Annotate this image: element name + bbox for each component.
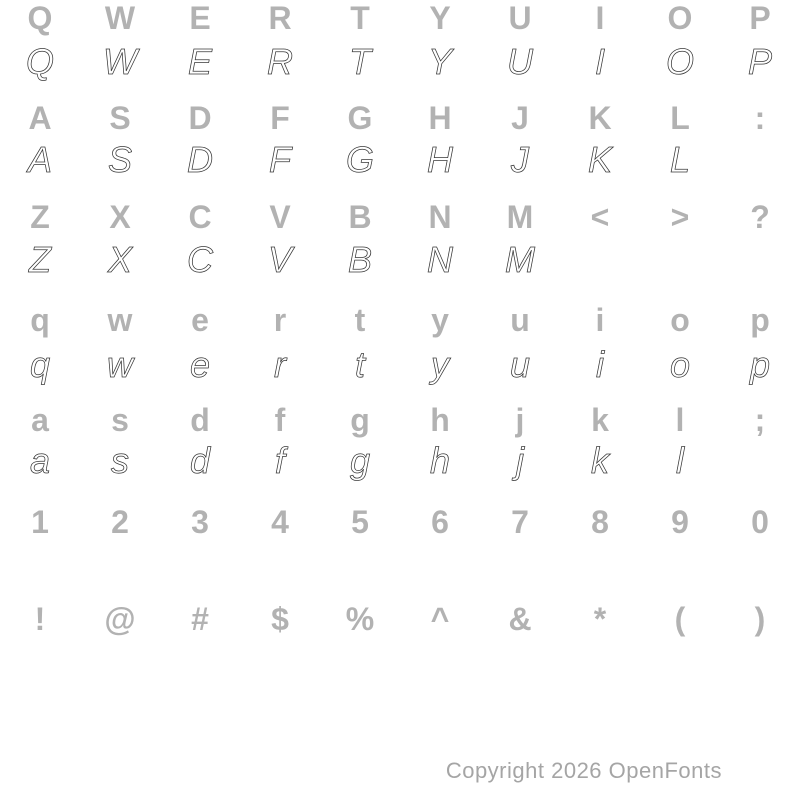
glyph-cell: R xyxy=(268,0,292,36)
glyph-cell: > xyxy=(670,199,690,235)
glyph-cell: O xyxy=(667,0,693,36)
glyph-cell: d xyxy=(189,440,211,481)
glyph-cell: N xyxy=(428,199,452,235)
glyph-cell: Z xyxy=(30,199,50,235)
glyph-cell: h xyxy=(429,440,451,481)
glyph-row-digits-reference xyxy=(0,502,800,542)
glyph-row-uppercase-asdf-specimen xyxy=(0,140,800,180)
glyph-cell: V xyxy=(269,199,291,235)
glyph-cell: Q xyxy=(25,41,54,82)
glyph-cell: I xyxy=(594,41,605,82)
glyph-cell: K xyxy=(588,100,612,136)
glyph-cell: S xyxy=(109,100,131,136)
glyph-cell: i xyxy=(595,302,605,338)
glyph-cell: H xyxy=(427,139,453,180)
glyph-cell: W xyxy=(104,0,136,36)
glyph-cell: p xyxy=(749,344,771,385)
glyph-cell: A xyxy=(27,139,52,180)
glyph-cell: % xyxy=(345,601,375,637)
glyph-cell: 8 xyxy=(591,504,609,540)
glyph-cell: g xyxy=(349,440,371,481)
glyph-cell: N xyxy=(427,239,453,280)
glyph-cell: * xyxy=(593,601,607,637)
glyph-cell: y xyxy=(431,302,449,338)
glyph-cell: P xyxy=(749,0,771,36)
glyph-cell: L xyxy=(669,139,691,180)
glyph-cell: ( xyxy=(674,601,686,637)
glyph-row-uppercase-qwerty-specimen xyxy=(0,42,800,82)
glyph-cell: J xyxy=(511,100,529,136)
glyph-cell: # xyxy=(191,601,209,637)
glyph-cell: 5 xyxy=(351,504,369,540)
glyph-cell: F xyxy=(270,100,290,136)
glyph-cell: g xyxy=(350,402,370,438)
glyph-cell: ) xyxy=(754,601,766,637)
glyph-cell xyxy=(720,140,800,180)
glyph-cell: 3 xyxy=(191,504,209,540)
glyph-cell: 0 xyxy=(751,504,769,540)
glyph-cell: u xyxy=(510,302,530,338)
glyph-row-lowercase-asdf-reference xyxy=(0,400,800,440)
glyph-row-lowercase-qwerty-specimen xyxy=(0,345,800,385)
glyph-cell: G xyxy=(347,100,373,136)
glyph-cell: ^ xyxy=(430,601,450,637)
glyph-cell: s xyxy=(111,440,129,481)
glyph-cell: 4 xyxy=(271,504,289,540)
glyph-cell: V xyxy=(267,239,292,280)
glyph-cell: h xyxy=(430,402,450,438)
glyph-row-uppercase-zxcv-reference xyxy=(0,197,800,237)
glyph-cell: j xyxy=(516,440,524,481)
glyph-cell: D xyxy=(187,139,213,180)
glyph-cell: t xyxy=(354,302,366,338)
glyph-cell: G xyxy=(345,139,374,180)
glyph-cell: D xyxy=(188,100,212,136)
glyph-cell: H xyxy=(428,100,452,136)
glyph-cell xyxy=(720,441,800,481)
glyph-cell: ! xyxy=(34,601,46,637)
glyph-cell: a xyxy=(29,440,51,481)
glyph-cell: l xyxy=(675,402,685,438)
glyph-row-uppercase-zxcv-specimen xyxy=(0,240,800,280)
glyph-cell: Z xyxy=(29,239,51,280)
glyph-cell: K xyxy=(587,139,612,180)
glyph-cell: @ xyxy=(104,601,136,637)
glyph-cell: P xyxy=(747,41,772,82)
glyph-cell: L xyxy=(670,100,690,136)
glyph-cell: w xyxy=(107,302,133,338)
glyph-cell: s xyxy=(111,402,129,438)
glyph-cell: 1 xyxy=(31,504,49,540)
glyph-cell: X xyxy=(109,199,131,235)
glyph-cell: M xyxy=(506,199,534,235)
glyph-cell: M xyxy=(505,239,535,280)
glyph-cell: ? xyxy=(750,199,770,235)
glyph-cell: Y xyxy=(429,0,451,36)
glyph-cell: o xyxy=(670,302,690,338)
glyph-row-symbols-reference xyxy=(0,599,800,639)
glyph-cell: F xyxy=(269,139,291,180)
glyph-cell: $ xyxy=(271,601,289,637)
glyph-cell: C xyxy=(187,239,213,280)
glyph-cell: d xyxy=(190,402,210,438)
glyph-cell: J xyxy=(511,139,529,180)
glyph-cell: p xyxy=(750,302,770,338)
glyph-cell: t xyxy=(354,344,365,385)
glyph-cell: f xyxy=(274,402,286,438)
glyph-cell: j xyxy=(515,402,525,438)
glyph-cell: Y xyxy=(427,41,452,82)
glyph-cell: q xyxy=(30,302,50,338)
glyph-cell: T xyxy=(349,41,371,82)
glyph-cell: a xyxy=(31,402,49,438)
glyph-cell: e xyxy=(189,344,211,385)
copyright-text: Copyright 2026 OpenFonts xyxy=(445,758,722,783)
glyph-cell: f xyxy=(274,440,285,481)
glyph-cell: < xyxy=(590,199,610,235)
glyph-row-lowercase-asdf-specimen xyxy=(0,441,800,481)
glyph-cell: O xyxy=(665,41,694,82)
glyph-cell: U xyxy=(507,41,533,82)
glyph-row-uppercase-qwerty-reference xyxy=(0,0,800,38)
glyph-cell: C xyxy=(188,199,212,235)
glyph-cell: A xyxy=(28,100,52,136)
glyph-cell: E xyxy=(189,0,211,36)
glyph-cell: Q xyxy=(27,0,53,36)
glyph-cell: S xyxy=(107,139,132,180)
glyph-cell: ; xyxy=(754,402,766,438)
glyph-cell: W xyxy=(103,41,137,82)
glyph-cell: q xyxy=(29,344,51,385)
glyph-cell: i xyxy=(596,344,604,385)
glyph-cell: r xyxy=(273,302,287,338)
glyph-cell: T xyxy=(350,0,370,36)
glyph-cell xyxy=(640,240,720,280)
glyph-cell: l xyxy=(676,440,684,481)
glyph-row-lowercase-qwerty-reference xyxy=(0,300,800,340)
glyph-cell: X xyxy=(107,239,132,280)
glyph-cell: w xyxy=(107,344,133,385)
glyph-cell xyxy=(560,240,640,280)
glyph-cell: E xyxy=(187,41,212,82)
glyph-cell: y xyxy=(431,344,449,385)
glyph-cell xyxy=(720,240,800,280)
glyph-cell: B xyxy=(347,239,372,280)
glyph-row-uppercase-asdf-reference xyxy=(0,98,800,138)
glyph-cell: & xyxy=(508,601,532,637)
glyph-cell: R xyxy=(267,41,293,82)
glyph-cell: 7 xyxy=(511,504,529,540)
glyph-cell: B xyxy=(348,199,372,235)
glyph-cell: u xyxy=(509,344,531,385)
glyph-cell: k xyxy=(591,402,609,438)
glyph-cell: 9 xyxy=(671,504,689,540)
glyph-cell: o xyxy=(669,344,691,385)
glyph-cell: e xyxy=(191,302,209,338)
glyph-cell: k xyxy=(591,440,609,481)
glyph-cell: I xyxy=(595,0,605,36)
glyph-cell: : xyxy=(754,100,766,136)
glyph-cell: U xyxy=(508,0,532,36)
glyph-cell: 6 xyxy=(431,504,449,540)
glyph-cell: r xyxy=(274,344,286,385)
glyph-cell: 2 xyxy=(111,504,129,540)
